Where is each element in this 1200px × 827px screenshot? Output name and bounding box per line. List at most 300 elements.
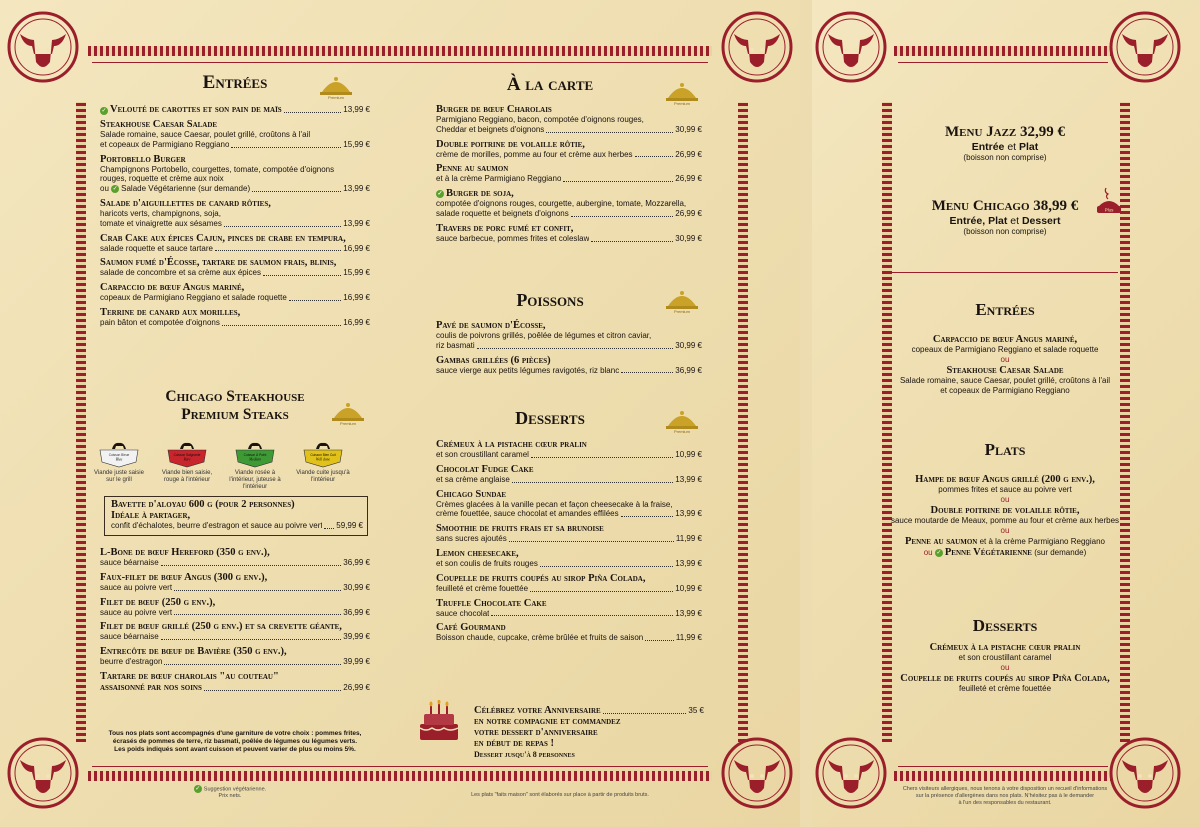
menu-item bbox=[436, 223, 702, 244]
item-name-text: Penne au saumon bbox=[436, 163, 509, 175]
bavette-box bbox=[104, 496, 368, 536]
dot-leader bbox=[531, 457, 673, 458]
menu-item bbox=[436, 464, 702, 485]
item-price-row bbox=[436, 125, 702, 135]
menu-item bbox=[100, 198, 370, 229]
item-alt bbox=[100, 184, 250, 194]
dot-leader bbox=[161, 639, 342, 640]
menu-entrees-b-desc2: et copeaux de Parmigiano Reggiano bbox=[940, 386, 1070, 395]
item-alt-text: Salade Végétarienne (sur demande) bbox=[121, 184, 251, 194]
dot-leader bbox=[222, 325, 341, 326]
item-name bbox=[436, 320, 702, 331]
item-price-row bbox=[436, 584, 702, 594]
cuisson-label: Cuisson Bien Cuit bbox=[310, 453, 336, 457]
menu-entrees-b-desc1: Salade romaine, sauce Caesar, poulet grillé, croûtons à l'ail bbox=[899, 376, 1111, 385]
plus-cloche-icon bbox=[1096, 186, 1122, 216]
item-price-row bbox=[436, 450, 702, 460]
menu-chicago-name: Menu Chicago bbox=[931, 198, 1030, 214]
dot-leader bbox=[164, 664, 341, 665]
item-desc: Salade romaine, sauce Caesar, poulet grillé, croûtons à l'ail bbox=[100, 130, 311, 139]
item-name-text: Double poitrine de volaille rôtie, bbox=[436, 138, 585, 150]
menu-desserts-block bbox=[888, 642, 1122, 694]
divider bbox=[892, 272, 1118, 273]
item-name bbox=[436, 139, 702, 150]
premium-cloche-icon bbox=[330, 400, 366, 426]
item-desc: Champignons Portobello, courgettes, tomate, compotée d'oignons bbox=[100, 164, 335, 174]
desserts-list bbox=[436, 439, 702, 647]
poissons-list bbox=[436, 320, 702, 379]
border-top bbox=[894, 46, 1112, 56]
dot-leader bbox=[289, 300, 342, 301]
item-desc: Boisson chaude, cupcake, crème brûlée et fruits de saison bbox=[436, 633, 644, 643]
menu-plats-block bbox=[888, 474, 1122, 558]
menu-item bbox=[436, 523, 702, 544]
menu-item bbox=[100, 119, 370, 150]
item-price-row bbox=[100, 268, 370, 278]
entrees-title: Entrées bbox=[202, 72, 268, 93]
item-desc: et copeaux de Parmigiano Reggiano bbox=[100, 139, 230, 149]
item-price: 15,99 € bbox=[343, 268, 370, 278]
item-price-row bbox=[436, 209, 702, 219]
item-price-row bbox=[436, 341, 702, 351]
item-price-row bbox=[436, 475, 702, 485]
item-name-text: Travers de porc fumé et confit, bbox=[436, 222, 574, 234]
menu-entrees-ou: ou bbox=[1000, 355, 1010, 364]
menu-item bbox=[436, 355, 702, 376]
dot-leader bbox=[224, 226, 341, 227]
bull-head-icon bbox=[814, 10, 888, 84]
item-desc: Cheddar et beignets d'oignons bbox=[436, 124, 545, 134]
item-price-row bbox=[436, 509, 702, 519]
item-price: 13,99 € bbox=[675, 558, 702, 568]
item-price: 13,99 € bbox=[675, 474, 702, 484]
bull-head-icon bbox=[6, 10, 80, 84]
item-name bbox=[100, 198, 370, 209]
item-desc: pain bâton et compotée d'oignons bbox=[100, 317, 220, 327]
item-desc: salade roquette et sauce tartare bbox=[100, 243, 213, 253]
item-price: 13,99 € bbox=[675, 608, 702, 618]
steak-name: Tartare de bœuf charolais "au couteau" bbox=[100, 670, 279, 682]
cuisson-badge-icon bbox=[166, 440, 208, 468]
item-desc: et son croustillant caramel bbox=[436, 450, 529, 459]
footer-veg-legend bbox=[160, 785, 300, 800]
item-name bbox=[100, 154, 370, 165]
bull-head-icon bbox=[6, 736, 80, 810]
menu-plats-d-desc: (sur demande) bbox=[1034, 548, 1087, 557]
cuisson-label-2: Rare bbox=[183, 457, 191, 462]
item-price-row bbox=[100, 608, 370, 618]
anniversaire-price: 35 € bbox=[688, 706, 704, 716]
veg-leaf-icon: ✓ bbox=[112, 186, 118, 193]
bavette-sub: Idéale à partager, bbox=[111, 510, 191, 521]
menu-item bbox=[436, 139, 702, 160]
menu-plats-c-name: Penne au saumon bbox=[905, 536, 978, 547]
item-price-row bbox=[100, 657, 370, 667]
menu-item bbox=[436, 622, 702, 643]
premium-cloche-icon bbox=[318, 74, 354, 100]
item-price: 15,99 € bbox=[343, 139, 370, 149]
footer-allergenes-line-3: à l'un des responsables du restaurant. bbox=[958, 800, 1052, 806]
item-desc: copeaux de Parmigiano Reggiano et salade roquette bbox=[100, 293, 287, 303]
steak-name: Entrecôte de bœuf de Bavière (350 g env.), bbox=[100, 646, 287, 658]
item-name-text: Burger de bœuf Charolais bbox=[436, 104, 552, 115]
item-name-text: Burger de soja, bbox=[446, 188, 514, 200]
item-price-row bbox=[436, 234, 702, 244]
premium-label: Premium bbox=[339, 421, 357, 426]
item-name bbox=[436, 489, 702, 500]
item-desc: sauce chocolat bbox=[436, 608, 490, 618]
veg-leaf-icon: ✓ bbox=[437, 190, 443, 197]
border-line bbox=[92, 62, 708, 63]
cuisson-label-2: Medium bbox=[249, 457, 261, 462]
item-price: 36,99 € bbox=[343, 607, 370, 617]
menu-jazz-w1: Entrée bbox=[971, 141, 1005, 153]
menu-entrees-b-name: Steakhouse Caesar Salade bbox=[946, 365, 1064, 376]
menu-desserts-b-name: Coupelle de fruits coupés au sirop Piña Colada, bbox=[900, 673, 1110, 684]
dot-leader bbox=[284, 112, 342, 113]
steak-name: Faux-filet de bœuf Angus (300 g env.), bbox=[100, 571, 268, 583]
cuisson-badge-icon bbox=[234, 440, 276, 468]
steak-item bbox=[100, 671, 370, 693]
anniversaire-line-1: Célébrez votre Anniversaire bbox=[474, 705, 601, 716]
footer-allergenes-line-1: Chers visiteurs allergiques, nous tenons à votre disposition un recueil d'informations bbox=[902, 786, 1108, 792]
dot-leader bbox=[174, 590, 341, 591]
item-name-text: Chocolat Fudge Cake bbox=[436, 463, 534, 475]
dot-leader bbox=[571, 216, 674, 217]
menu-entrees-a-desc: copeaux de Parmigiano Reggiano et salade roquette bbox=[911, 345, 1099, 354]
item-price-row bbox=[436, 534, 702, 544]
anniversaire-block bbox=[474, 705, 704, 760]
item-name bbox=[436, 523, 702, 534]
poissons-title: Poissons bbox=[516, 290, 584, 310]
item-name bbox=[436, 598, 702, 609]
item-price: 30,99 € bbox=[343, 582, 370, 592]
item-price-row bbox=[436, 174, 702, 184]
item-desc: crème fouettée, sauce chocolat et amandes effilées bbox=[436, 509, 619, 519]
cuisson-label: Cuisson Saignante bbox=[173, 453, 201, 457]
footer-fait-maison: Les plats "faits maison" sont élaborés sur place à partir de produits bruts. bbox=[471, 792, 649, 798]
cuisson-label: Cuisson À Point bbox=[243, 453, 267, 457]
item-price: 26,99 € bbox=[675, 208, 702, 218]
steaks-list bbox=[100, 547, 370, 697]
menu-desserts-ou: ou bbox=[1000, 663, 1010, 672]
item-name-text: Café Gourmand bbox=[436, 622, 506, 634]
cuisson-label-2: Well done bbox=[315, 457, 331, 462]
menu-desserts-title: Desserts bbox=[972, 616, 1038, 635]
garniture-note-line: Tous nos plats sont accompagnés d'une garniture de votre choix : pommes frites, bbox=[108, 730, 362, 737]
premium-cloche-icon bbox=[664, 408, 700, 434]
menu-item bbox=[436, 320, 702, 351]
dot-leader bbox=[252, 191, 341, 192]
border-top bbox=[88, 46, 712, 56]
item-desc: et à la crème Parmigiano Reggiano bbox=[436, 174, 562, 184]
item-price: 16,99 € bbox=[343, 293, 370, 303]
item-name-text: Truffle Chocolate Cake bbox=[436, 597, 547, 609]
item-name-text: Crab Cake aux épices Cajun, pinces de crabe en tempura, bbox=[100, 232, 346, 244]
item-price: 11,99 € bbox=[675, 633, 702, 643]
carte-list bbox=[436, 104, 702, 248]
item-price: 30,99 € bbox=[675, 233, 702, 243]
steak-item bbox=[100, 621, 370, 642]
item-desc: compotée d'oignons rouges, courgette, aubergine, tomate, Mozzarella, bbox=[436, 199, 687, 209]
premium-label: Premium bbox=[673, 101, 691, 106]
item-name-text: Velouté de carottes et son pain de maïs bbox=[110, 104, 282, 115]
bavette-desc: confit d'échalotes, beurre d'estragon et sauce au poivre vert bbox=[111, 521, 323, 530]
cuisson-caption: Viande rosée à l'intérieur, juteuse à l'intérieur bbox=[229, 470, 281, 490]
item-price-row bbox=[436, 150, 702, 160]
premium-label: Premium bbox=[327, 95, 345, 100]
item-name-text: Coupelle de fruits coupés au sirop Piña Colada, bbox=[436, 572, 646, 584]
item-desc: tomate et vinaigrette aux sésames bbox=[100, 218, 222, 228]
carte-title: À la carte bbox=[506, 74, 594, 95]
item-price-row bbox=[100, 558, 370, 568]
border-left bbox=[76, 102, 86, 742]
item-name bbox=[436, 464, 702, 475]
menu-item bbox=[100, 233, 370, 254]
dot-leader bbox=[215, 250, 341, 251]
birthday-cake-icon bbox=[414, 700, 464, 744]
item-name-text: Portobello Burger bbox=[100, 153, 186, 165]
bull-head-icon bbox=[720, 736, 794, 810]
steaks-title bbox=[110, 388, 360, 424]
item-desc: salade de concombre et sa crème aux épices bbox=[100, 268, 261, 278]
veg-leaf-icon: ✓ bbox=[936, 549, 942, 556]
menu-item bbox=[100, 154, 370, 194]
dot-leader bbox=[161, 565, 342, 566]
premium-label: Premium bbox=[673, 309, 691, 314]
menu-jazz bbox=[900, 124, 1110, 162]
premium-cloche-icon bbox=[664, 80, 700, 106]
border-line bbox=[898, 766, 1108, 767]
item-price: 26,99 € bbox=[675, 174, 702, 184]
dot-leader bbox=[174, 614, 341, 615]
dot-leader bbox=[563, 181, 673, 182]
border-line bbox=[92, 766, 708, 767]
item-desc: Parmigiano Reggiano, bacon, compotée d'oignons rouges, bbox=[436, 115, 644, 124]
item-desc: et sa crème anglaise bbox=[436, 474, 510, 484]
item-price-row bbox=[100, 184, 370, 194]
menu-plats-c-desc: et à la crème Parmigiano Reggiano bbox=[979, 537, 1105, 546]
menu-jazz-w3: Plat bbox=[1019, 141, 1039, 153]
menu-plats-ou-2: ou bbox=[1000, 526, 1010, 535]
menu-plats-d-name: Penne Végétarienne bbox=[944, 547, 1032, 558]
dot-leader bbox=[635, 156, 674, 157]
cuisson-badge-icon bbox=[98, 440, 140, 468]
item-name bbox=[436, 223, 702, 234]
item-name bbox=[436, 622, 702, 633]
anniversaire-line-4: en début de repas ! bbox=[474, 738, 554, 749]
item-name bbox=[100, 282, 370, 293]
item-name bbox=[436, 163, 702, 174]
cuisson-label-2: Bleu bbox=[115, 457, 123, 462]
item-price: 13,99 € bbox=[343, 184, 370, 194]
cuisson-caption: Viande juste saisie sur le grill bbox=[94, 470, 144, 483]
menu-entrees-title: Entrées bbox=[975, 300, 1035, 319]
item-desc: feuilleté et crème fouettée bbox=[436, 583, 529, 593]
menu-chicago-w2: Plat bbox=[988, 215, 1008, 227]
premium-label: Premium bbox=[673, 429, 691, 434]
bavette-price: 59,99 € bbox=[336, 521, 363, 530]
border-bottom bbox=[894, 771, 1112, 781]
item-name-text: Terrine de canard aux morilles, bbox=[100, 306, 241, 318]
menu-jazz-w2: et bbox=[1007, 141, 1017, 153]
dot-leader bbox=[621, 372, 673, 373]
menu-desserts-a-desc: et son croustillant caramel bbox=[958, 653, 1052, 662]
item-price: 36,99 € bbox=[343, 558, 370, 567]
item-desc: salade roquette et beignets d'oignons bbox=[436, 208, 569, 218]
item-desc: Crèmes glacées à la vanille pecan et façon cheesecake à la fraise, bbox=[436, 499, 673, 509]
item-name-text: Smoothie de fruits frais et sa brunoise bbox=[436, 523, 604, 535]
steaks-title-line2: Premium Steaks bbox=[181, 406, 289, 423]
dot-leader bbox=[509, 541, 674, 542]
item-name-text: Carpaccio de bœuf Angus mariné, bbox=[100, 282, 245, 294]
item-price: 13,99 € bbox=[343, 218, 370, 228]
garniture-note bbox=[100, 730, 370, 754]
item-name bbox=[436, 355, 702, 366]
garniture-note-line: écrasés de pommes de terre, riz basmati, poêlée de légumes ou légumes verts. bbox=[112, 738, 358, 745]
item-name-text: Gambas grillées (6 pièces) bbox=[436, 354, 551, 366]
cuisson-badge-icon bbox=[302, 440, 344, 468]
menu-item bbox=[436, 104, 702, 135]
menu-chicago-note: (boisson non comprise) bbox=[963, 227, 1047, 236]
item-name-text: Crémeux à la pistache cœur pralin bbox=[436, 439, 587, 450]
menu-desserts-a-name: Crémeux à la pistache cœur pralin bbox=[929, 642, 1081, 653]
menu-item bbox=[100, 307, 370, 328]
item-price-row bbox=[436, 609, 702, 619]
item-name-text: Salade d'aiguillettes de canard rôties, bbox=[100, 197, 271, 209]
menu-plats-b-desc: sauce moutarde de Meaux, pomme au four et crème aux herbes bbox=[890, 516, 1120, 525]
item-price: 13,99 € bbox=[675, 509, 702, 519]
steak-desc: assaisonné par nos soins bbox=[100, 681, 202, 693]
veg-leaf-icon: ✓ bbox=[195, 786, 201, 792]
item-desc: crème de morilles, pomme au four et crème aux herbes bbox=[436, 149, 633, 159]
item-name bbox=[100, 307, 370, 318]
item-price: 16,99 € bbox=[343, 243, 370, 253]
item-price-row bbox=[436, 559, 702, 569]
steak-item bbox=[100, 572, 370, 593]
item-name bbox=[100, 119, 370, 130]
dot-leader bbox=[645, 640, 674, 641]
menu-item bbox=[436, 163, 702, 184]
item-price: 10,99 € bbox=[675, 450, 702, 459]
cuisson-caption: Viande bien saisie, rouge à l'intérieur bbox=[161, 470, 213, 483]
item-desc: sauce barbecue, pommes frites et coleslaw bbox=[436, 233, 590, 243]
steak-desc: beurre d'estragon bbox=[100, 657, 163, 667]
steak-desc: sauce béarnaise bbox=[100, 632, 159, 642]
item-price-row bbox=[100, 244, 370, 254]
menu-chicago bbox=[900, 198, 1110, 236]
steak-name: Filet de bœuf (250 g env.), bbox=[100, 596, 216, 608]
menu-jazz-note: (boisson non comprise) bbox=[963, 153, 1047, 162]
dot-leader bbox=[512, 482, 673, 483]
menu-chicago-w4: Dessert bbox=[1021, 215, 1061, 227]
footer-allergenes bbox=[892, 786, 1118, 807]
menu-jazz-name: Menu Jazz bbox=[945, 124, 1017, 140]
item-price: 16,99 € bbox=[343, 317, 370, 327]
menu-entrees-a-name: Carpaccio de bœuf Angus mariné, bbox=[932, 334, 1078, 345]
steak-item bbox=[100, 597, 370, 618]
anniversaire-note: Dessert jusqu'à 8 personnes bbox=[474, 750, 575, 759]
menu-plats-ou-1: ou bbox=[1000, 495, 1010, 504]
item-price: 26,99 € bbox=[675, 149, 702, 159]
menu-desserts-b-desc: feuilleté et crème fouettée bbox=[958, 684, 1052, 693]
dot-leader bbox=[591, 241, 673, 242]
menu-item bbox=[100, 257, 370, 278]
item-name bbox=[436, 548, 702, 559]
cuisson-caption: Viande cuite jusqu'à l'intérieur bbox=[296, 470, 350, 483]
menu-item bbox=[436, 489, 702, 520]
border-right bbox=[738, 102, 748, 742]
item-desc: coulis de poivrons grillés, poêlée de légumes et citron caviar, bbox=[436, 331, 652, 340]
item-desc: et son coulis de fruits rouges bbox=[436, 558, 538, 568]
premium-cloche-icon bbox=[664, 288, 700, 314]
menu-panel-right bbox=[812, 0, 1200, 827]
item-price: 30,99 € bbox=[675, 340, 702, 350]
anniversaire-line-3: votre dessert d'anniversaire bbox=[474, 727, 598, 738]
menu-plats-a-desc: pommes frites et sauce au poivre vert bbox=[938, 485, 1072, 494]
garniture-note-line: Les poids indiqués sont avant cuisson et peuvent varier de plus ou moins 5%. bbox=[114, 746, 356, 753]
entrees-list bbox=[100, 104, 370, 332]
steak-desc: sauce béarnaise bbox=[100, 558, 159, 567]
dot-leader bbox=[477, 348, 674, 349]
dot-leader bbox=[263, 275, 341, 276]
bavette-name: Bavette d'aloyau 600 g (pour 2 personnes) bbox=[111, 499, 295, 510]
item-price: 39,99 € bbox=[343, 657, 370, 667]
item-desc: sans sucres ajoutés bbox=[436, 534, 507, 544]
menu-chicago-w1: Entrée, bbox=[949, 215, 986, 227]
steak-desc: sauce au poivre vert bbox=[100, 582, 173, 592]
item-price-row bbox=[100, 682, 370, 693]
item-name bbox=[436, 104, 702, 115]
steak-desc: sauce au poivre vert bbox=[100, 607, 173, 617]
bull-head-icon bbox=[1108, 736, 1182, 810]
menu-item bbox=[436, 188, 702, 219]
item-price-row bbox=[436, 633, 702, 643]
veg-leaf-icon: ✓ bbox=[101, 108, 107, 114]
border-line bbox=[898, 62, 1108, 63]
footer-veg-text: Suggestion végétarienne. bbox=[203, 786, 267, 793]
cuisson-label: Cuisson Bleue bbox=[108, 453, 130, 457]
menu-entrees-block bbox=[892, 334, 1118, 396]
bull-head-icon bbox=[720, 10, 794, 84]
border-bottom bbox=[88, 771, 712, 781]
steak-item bbox=[100, 646, 370, 667]
item-price-row bbox=[100, 632, 370, 642]
item-price: 10,99 € bbox=[675, 583, 702, 593]
steak-name: L-Bone de bœuf Hereford (350 g env.), bbox=[100, 547, 270, 558]
bull-head-icon bbox=[1108, 10, 1182, 84]
dot-leader bbox=[530, 591, 673, 592]
menu-plats-ou-3: ou bbox=[923, 548, 933, 557]
item-price: 36,99 € bbox=[675, 365, 702, 375]
menu-item bbox=[436, 548, 702, 569]
item-name bbox=[100, 257, 370, 268]
menu-plats-title: Plats bbox=[984, 440, 1026, 459]
item-name-text: Lemon cheesecake, bbox=[436, 547, 519, 559]
item-price-row bbox=[436, 366, 702, 376]
menu-jazz-price: 32,99 € bbox=[1020, 124, 1065, 140]
menu-item bbox=[436, 573, 702, 594]
item-price: 26,99 € bbox=[343, 683, 370, 693]
anniversaire-line-2: en notre compagnie et commandez bbox=[474, 716, 621, 727]
dot-leader bbox=[546, 132, 673, 133]
item-name-text: Pavé de saumon d'Écosse, bbox=[436, 320, 546, 331]
menu-plats-a-name: Hampe de bœuf Angus grillé (200 g env.), bbox=[915, 474, 1095, 485]
dot-leader bbox=[204, 690, 341, 691]
menu-item bbox=[436, 598, 702, 619]
menu-chicago-w3: et bbox=[1010, 215, 1020, 227]
item-price: 11,99 € bbox=[675, 534, 702, 544]
